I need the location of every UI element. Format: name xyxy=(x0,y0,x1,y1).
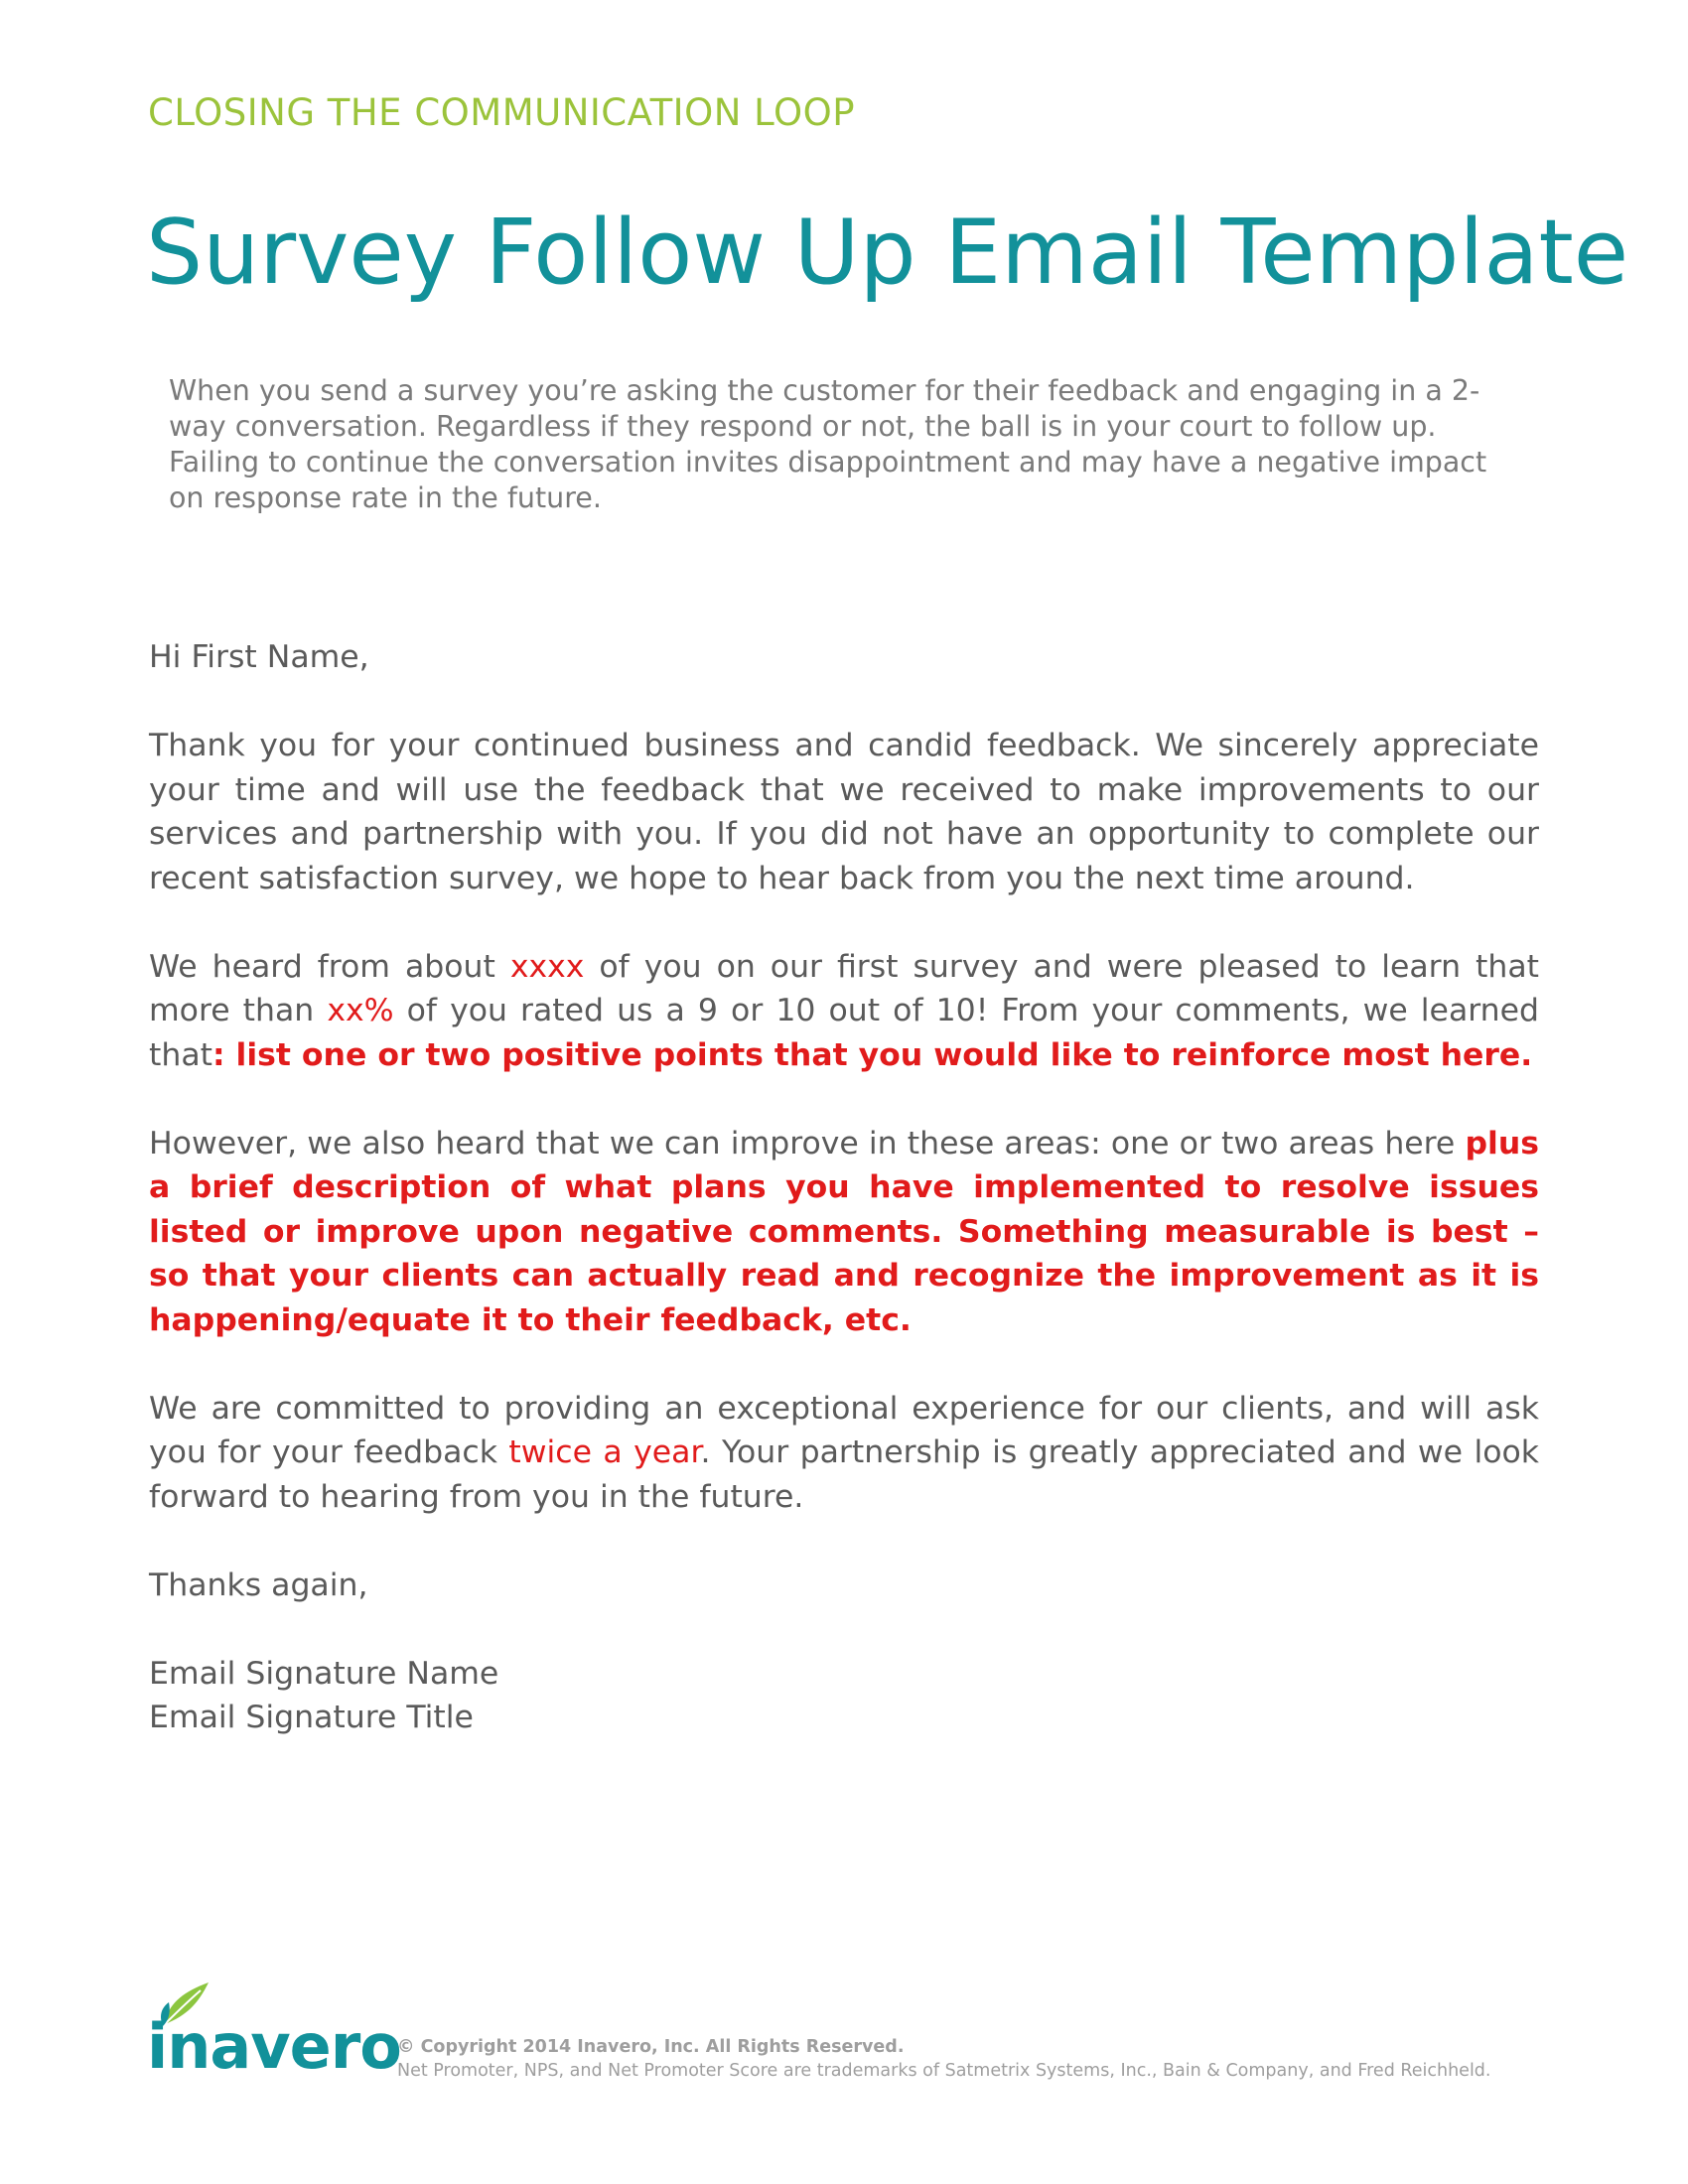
improvements-text: However, we also heard that we can improve in these areas: one or two areas here xyxy=(149,1125,1466,1161)
results-text-1: We heard from about xyxy=(149,948,510,985)
paragraph-results xyxy=(149,945,1539,1078)
placeholder-percent: xx% xyxy=(327,993,394,1028)
signature-name: Email Signature Name xyxy=(149,1655,499,1692)
inavero-logo xyxy=(147,1980,401,2090)
placeholder-frequency: twice a year xyxy=(508,1434,701,1470)
trademark-line: Net Promoter, NPS, and Net Promoter Score are trademarks of Satmetrix Systems, Inc., Bain & Company, and Fred Reichheld. xyxy=(397,2061,1491,2081)
results-text-2: of you on our first survey and were pleased to learn that more than xyxy=(149,948,1539,1028)
placeholder-improvement-plans: plus a brief description of what plans you have implemented to resolve issues listed or improve upon negative comments. Something measurable is best – so that your clients can actually read and recognize the improvement as it is happening/equate it to their feedback, etc. xyxy=(149,1125,1539,1338)
placeholder-respondent-count: xxxx xyxy=(509,948,585,985)
commitment-text-1: We are committed to providing an exceptional experience for our clients, and will ask you for your feedback xyxy=(149,1390,1539,1470)
closing: Thanks again, xyxy=(149,1567,368,1603)
intro-paragraph: When you send a survey you’re asking the customer for their feedback and engaging in a 2-way conversation. Regardless if they respond or not, the ball is in your court to follow up. Failing to continue the conversation invites disappointment and may have a negative impact on response rate in the future. xyxy=(169,374,1487,514)
section-kicker: CLOSING THE COMMUNICATION LOOP xyxy=(148,91,856,134)
copyright-line: © Copyright 2014 Inavero, Inc. All Rights Reserved. xyxy=(397,2037,905,2057)
email-template-body xyxy=(149,635,1539,1740)
footer-legal xyxy=(397,2035,1490,2083)
logo-wordmark: inavero xyxy=(147,2010,401,2083)
results-text-3: of you rated us a 9 or 10 out of 10! From your comments, we learned that xyxy=(149,993,1539,1073)
paragraph-thank-you: Thank you for your continued business and candid feedback. We sincerely appreciate your time and will use the feedback that we received to make improvements to our services and partnership with you. If you did not have an opportunity to complete our recent satisfaction survey, we hope to hear back from you the next time around. xyxy=(149,728,1539,896)
commitment-text-2: . Your partnership is greatly appreciated and we look forward to hearing from you in the future. xyxy=(149,1434,1540,1515)
signature-title: Email Signature Title xyxy=(149,1700,474,1735)
paragraph-commitment xyxy=(149,1387,1539,1520)
placeholder-positive-points: : list one or two positive points that you would like to reinforce most here. xyxy=(211,1036,1533,1073)
paragraph-improvements xyxy=(149,1122,1539,1343)
greeting: Hi First Name, xyxy=(149,639,369,675)
page-title: Survey Follow Up Email Template xyxy=(146,201,1629,305)
